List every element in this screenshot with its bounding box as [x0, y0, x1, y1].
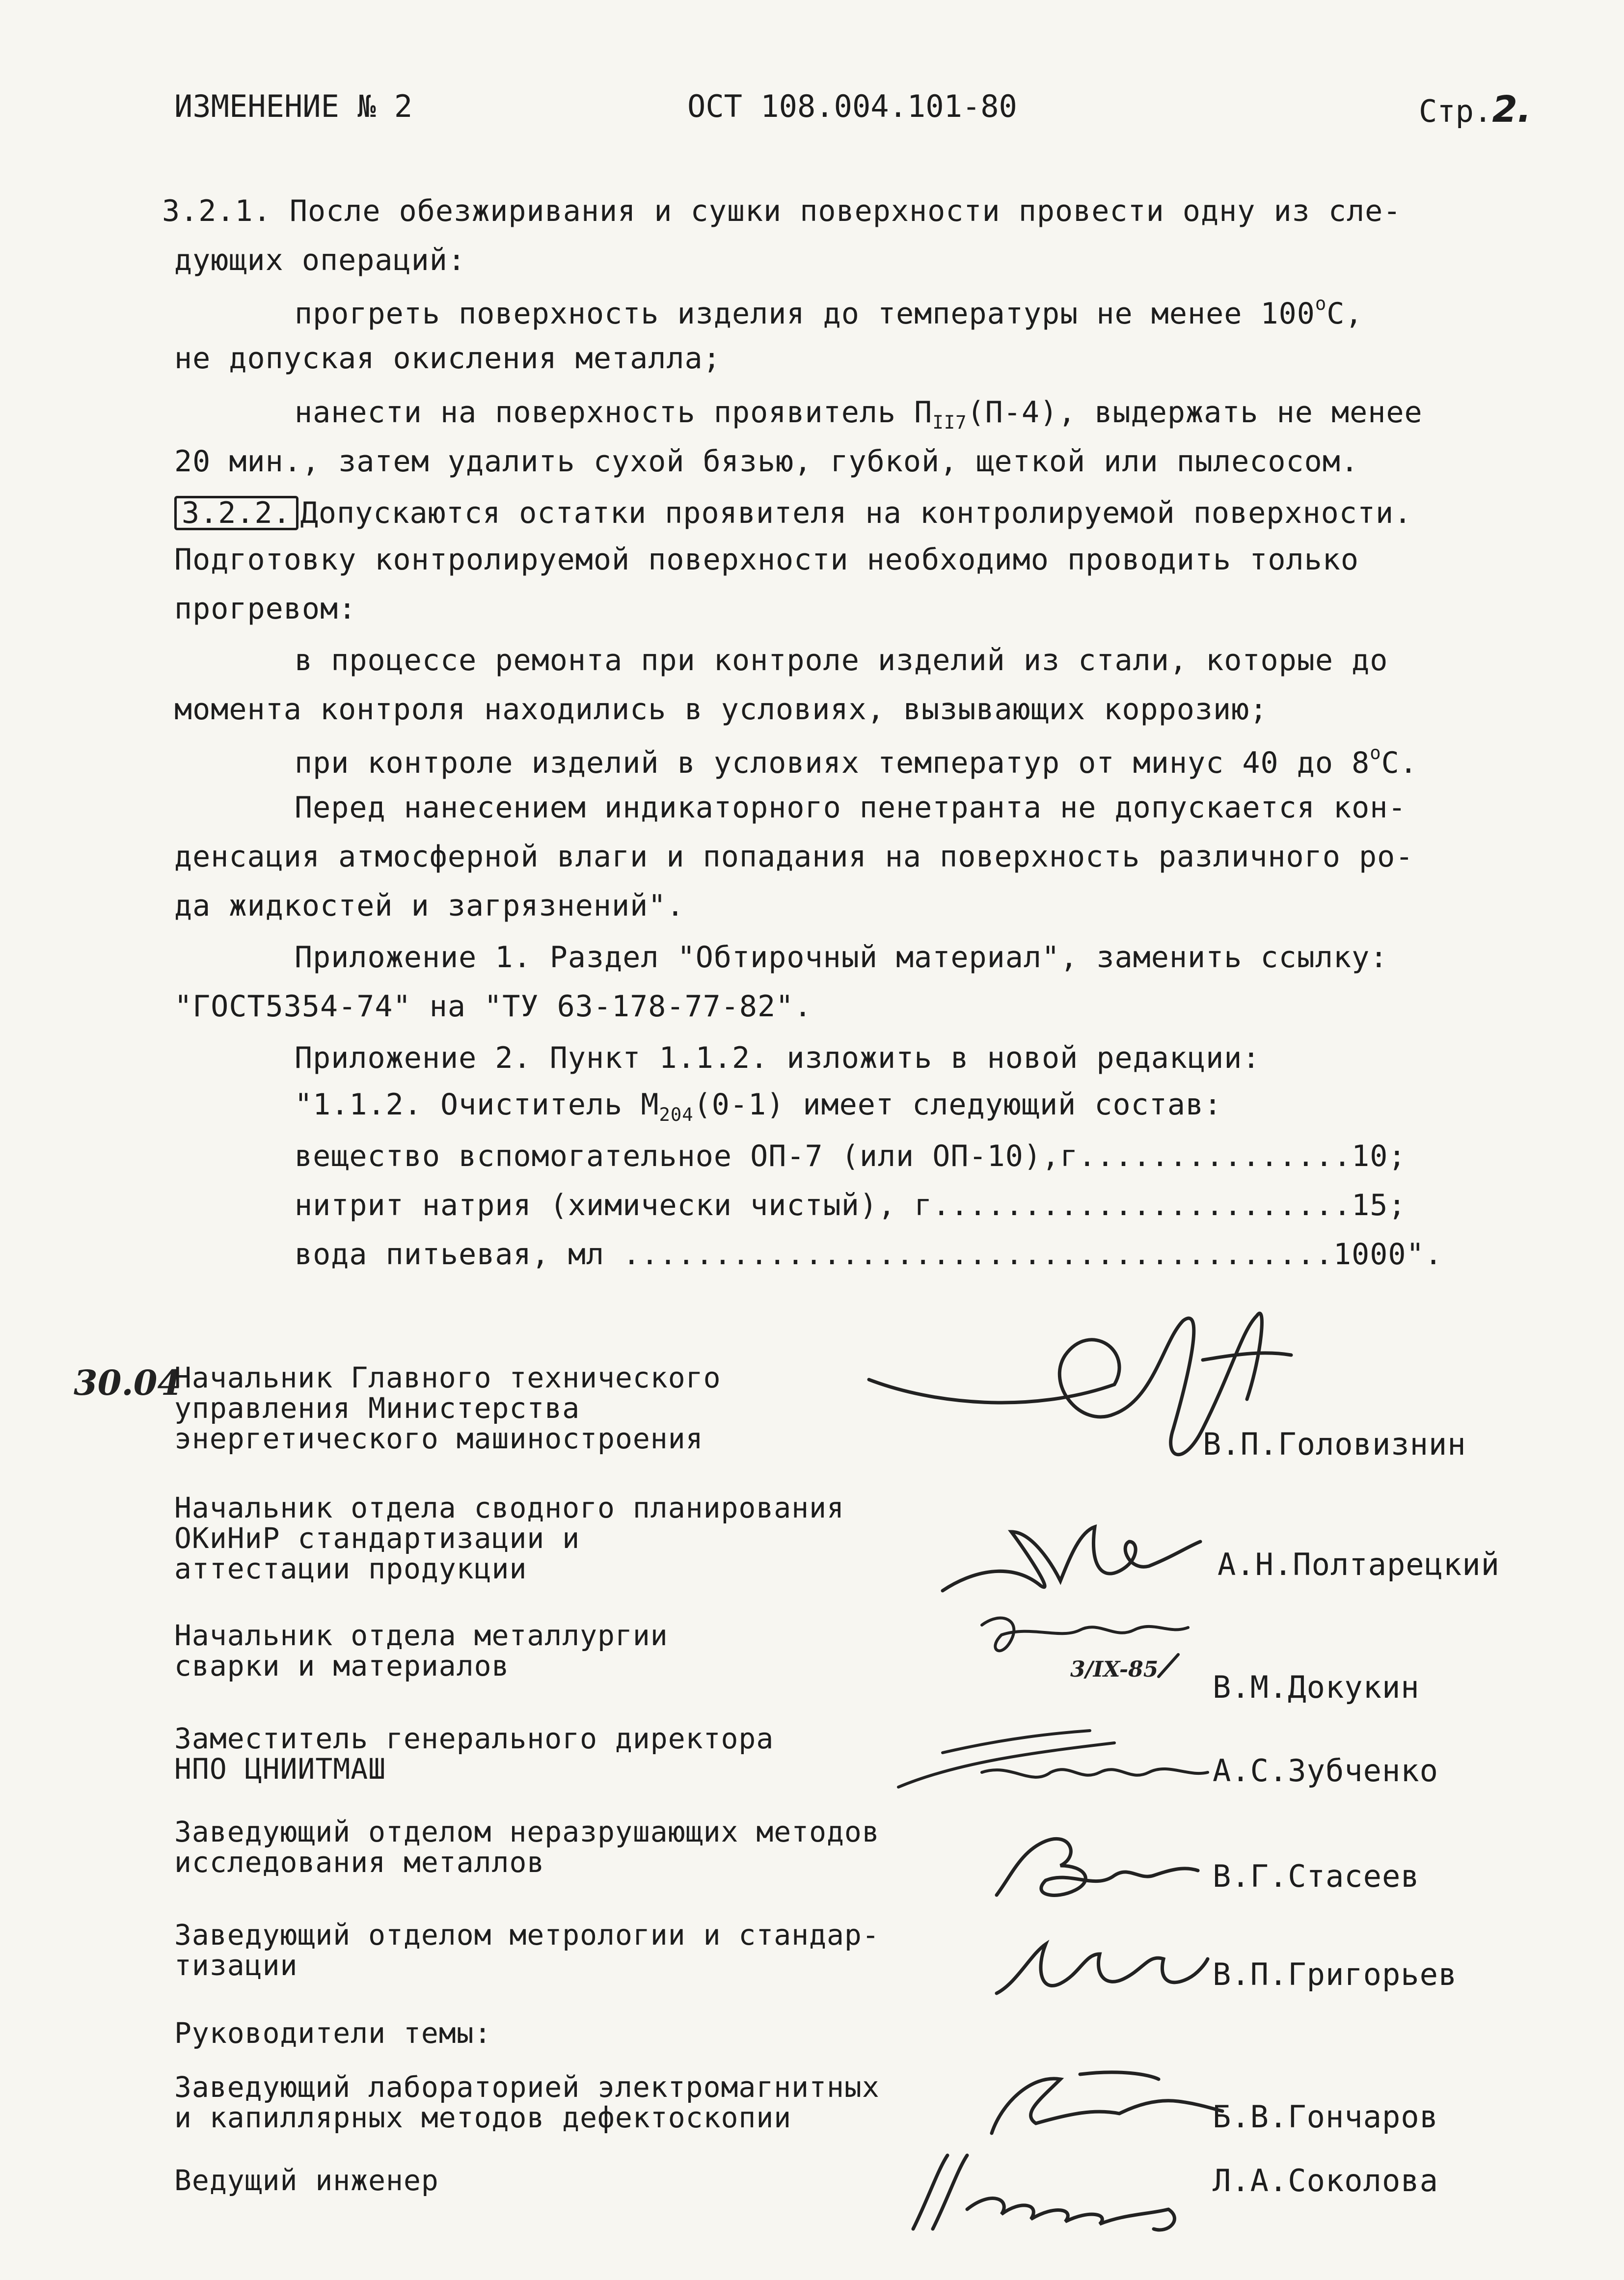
- signature-scribble-5: [982, 1817, 1208, 1910]
- p5-line2: момента контроля находились в условиях, вызывающих коррозию;: [174, 692, 1268, 727]
- p2-unit: С,: [1326, 296, 1363, 331]
- p10-text: "1.1.2. Очиститель М: [295, 1087, 659, 1122]
- p2-line1: [295, 293, 1363, 331]
- signature-scribble-6: [987, 1925, 1213, 2008]
- composition-line-3: вода питьевая, мл .......................................1000".: [295, 1237, 1443, 1272]
- standard-number: ОСТ 108.004.101-80: [687, 88, 1017, 124]
- p3-rest: (П-4), выдержать не менее: [967, 395, 1423, 430]
- page-label-text: Стр.: [1419, 93, 1492, 129]
- p1-line2: дующих операций:: [174, 243, 466, 277]
- signatory-name-9: Л.А.Соколова: [1213, 2163, 1438, 2199]
- signatory-title-2: Начальник отдела сводного планирования ОКиНиР стандартизации и аттестации продукции: [174, 1491, 844, 1585]
- clause-3-2-2-boxed: 3.2.2.: [174, 496, 298, 530]
- signatory-title-4: Заместитель генерального директора НПО ЦНИИТМАШ: [174, 1722, 774, 1786]
- signatory-name-4: А.С.Зубченко: [1213, 1753, 1438, 1789]
- p4-line2: Подготовку контролируемой поверхности необходимо проводить только: [174, 543, 1359, 577]
- margin-note-handwritten: 30.04: [74, 1362, 182, 1403]
- signature-date-handwritten: 3/IX-85: [1070, 1657, 1159, 1682]
- signature-scribble-1: [859, 1301, 1301, 1478]
- p8-line1: Приложение 1. Раздел "Обтирочный материал", заменить ссылку:: [295, 940, 1388, 975]
- p3-line2: 20 мин., затем удалить сухой бязью, губкой, щеткой или пылесосом.: [174, 444, 1359, 479]
- p4-line3: прогревом:: [174, 592, 357, 626]
- p7-line2: денсация атмосферной влаги и попадания на поверхность различного ро-: [174, 840, 1414, 874]
- signatory-title-9: Ведущий инженер: [174, 2164, 439, 2197]
- p4-text: Допускаются остатки проявителя на контролируемой поверхности.: [300, 496, 1412, 530]
- cleaner-index: 204: [659, 1104, 694, 1126]
- signature-scribble-2: [933, 1502, 1208, 1610]
- p2-line2: не допуская окисления металла;: [174, 341, 721, 376]
- p9-line: Приложение 2. Пункт 1.1.2. изложить в новой редакции:: [295, 1041, 1261, 1075]
- signatory-title-6: Заведующий отделом метрологии и стандар- тизации: [174, 1918, 880, 1982]
- p1-line1: 3.2.1. После обезжиривания и сушки поверхности провести одну из сле-: [162, 194, 1402, 228]
- signatory-name-2: А.Н.Полтарецкий: [1218, 1547, 1500, 1582]
- p3-line1: [295, 395, 1423, 434]
- p6-line1: [295, 744, 1418, 778]
- signatory-title-5: Заведующий отделом неразрушающих методов исследования металлов: [174, 1815, 880, 1879]
- p10-rest: (0-1) имеет следующий состав:: [693, 1087, 1222, 1122]
- composition-line-1: вещество вспомогательное ОП-7 (или ОП-10),г...............10;: [295, 1139, 1407, 1173]
- p7-line3: да жидкостей и загрязнений".: [174, 889, 685, 923]
- p10-line: [295, 1087, 1222, 1126]
- p7-line1: Перед нанесением индикаторного пенетранта не допускается кон-: [295, 790, 1407, 825]
- p6-unit: С.: [1381, 745, 1418, 780]
- signature-scribble-3: [972, 1605, 1208, 1679]
- signatory-name-6: В.П.Григорьев: [1213, 1956, 1458, 1992]
- signature-scribble-8: [893, 2141, 1208, 2239]
- signatory-name-1: В.П.Головизнин: [1203, 1426, 1466, 1462]
- p5-line1: в процессе ремонта при контроле изделий из стали, которые до: [295, 643, 1388, 678]
- signatory-name-5: В.Г.Стасеев: [1213, 1858, 1420, 1894]
- developer-index: II7: [932, 411, 967, 434]
- signature-scribble-4: [884, 1704, 1218, 1802]
- p4-line1: [174, 496, 1412, 530]
- signatory-title-1: Начальник Главного технического управления Министерства энергетического машиностроения: [174, 1361, 721, 1455]
- page-label: [1419, 88, 1531, 131]
- section-heading-topic-leaders: Руководители темы:: [174, 2016, 492, 2050]
- signature-scribble-7: [972, 2055, 1227, 2143]
- p3-text: нанести на поверхность проявитель П: [295, 395, 933, 430]
- p6-text: при контроле изделий в условиях температур от минус 40 до 8: [295, 745, 1370, 780]
- degree-sign: о: [1370, 742, 1381, 763]
- degree-sign: о: [1315, 293, 1327, 314]
- p2-text: прогреть поверхность изделия до температуры не менее 100: [295, 296, 1315, 331]
- p8-line2: "ГОСТ5354-74" на "ТУ 63-178-77-82".: [174, 989, 812, 1024]
- signatory-title-3: Начальник отдела металлургии сварки и материалов: [174, 1619, 668, 1683]
- signatory-name-8: Б.В.Гончаров: [1213, 2099, 1438, 2135]
- change-number: ИЗМЕНЕНИЕ № 2: [174, 88, 413, 124]
- signatory-name-3: В.М.Докукин: [1213, 1669, 1420, 1705]
- signatory-title-8: Заведующий лабораторией электромагнитных и капиллярных методов дефектоскопии: [174, 2070, 880, 2134]
- page-number: 2.: [1492, 88, 1531, 131]
- composition-line-2: нитрит натрия (химически чистый), г.......................15;: [295, 1188, 1407, 1222]
